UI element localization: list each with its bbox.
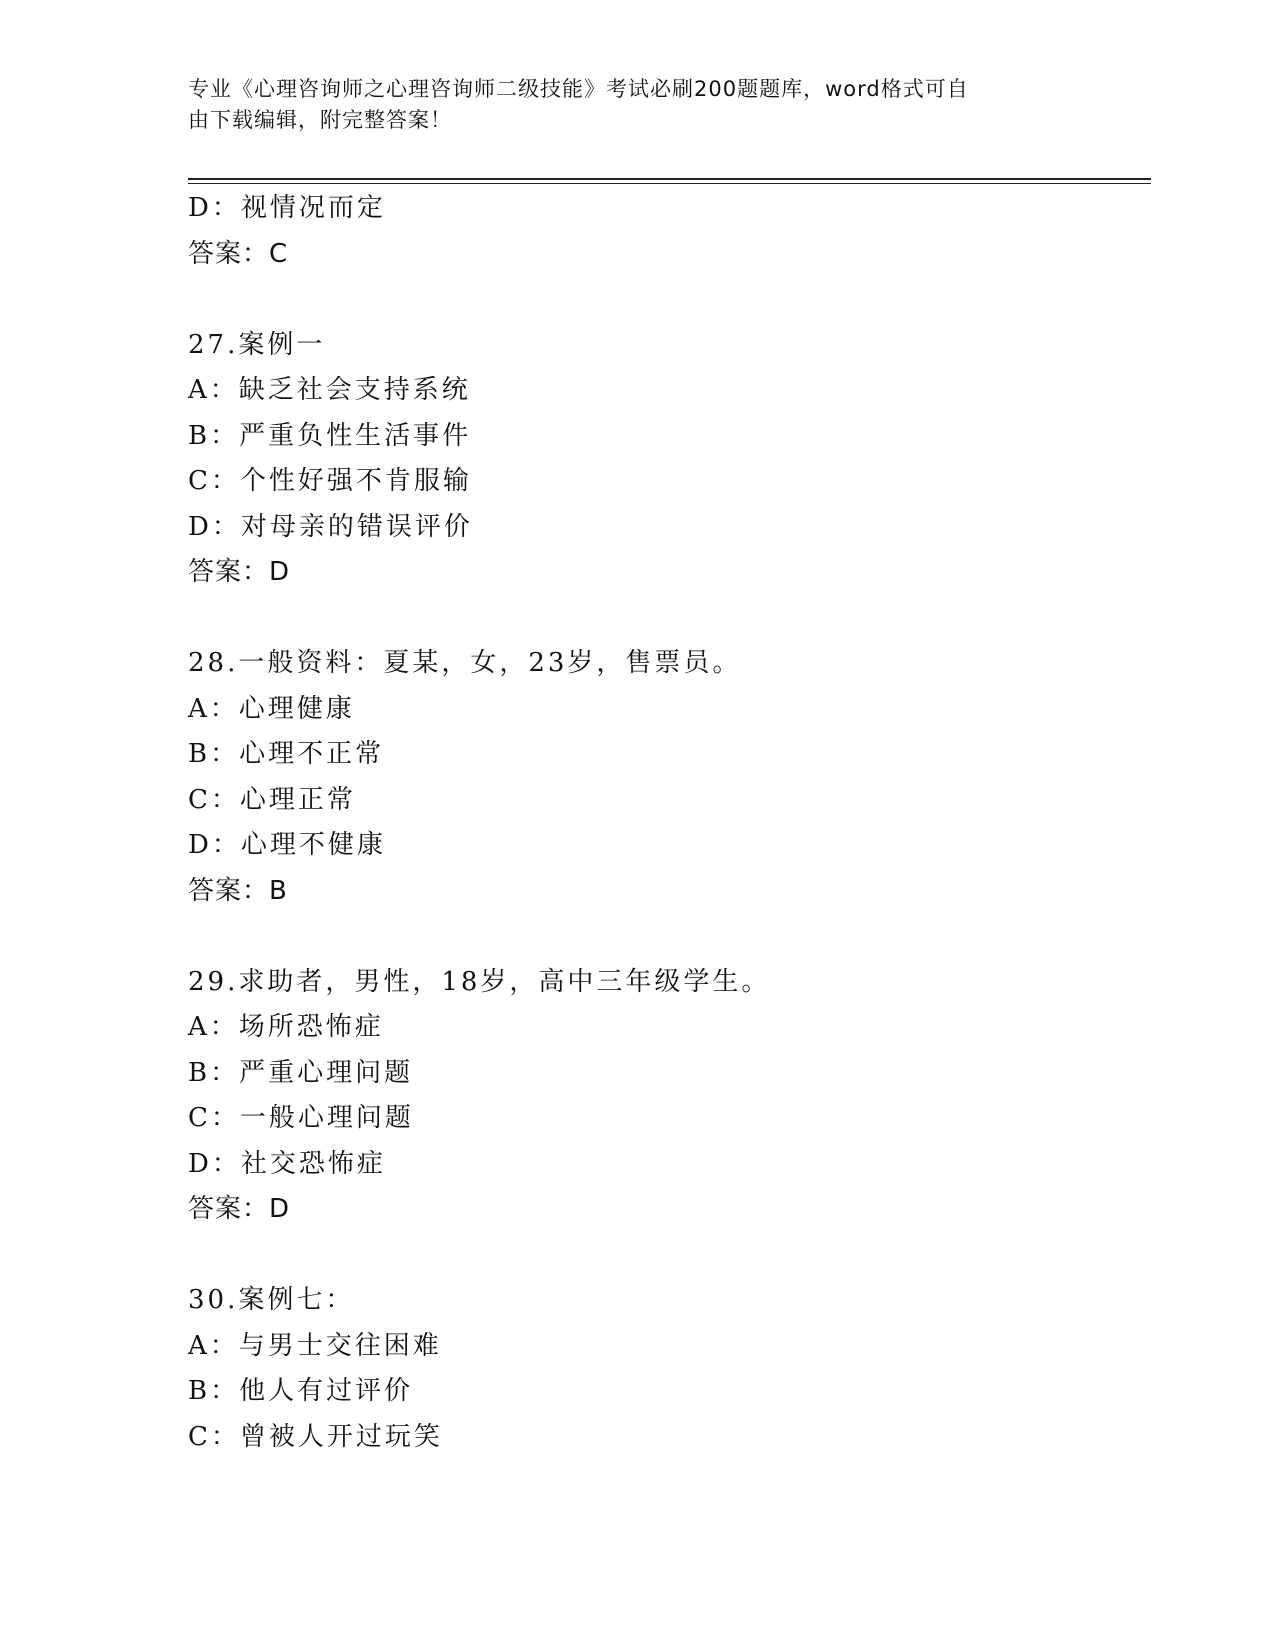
option-a: A：场所恐怖症 [188, 1012, 384, 1042]
option-a: A：与男士交往困难 [188, 1330, 442, 1361]
carryover-block [188, 186, 1148, 277]
option-d: D：社交恐怖症 [188, 1148, 386, 1179]
option-d: D：视情况而定 [188, 193, 386, 223]
spacer [188, 277, 1148, 323]
header-line-1: 专业《心理咨询师之心理咨询师二级技能》考试必刷200题题库，word格式可自 [188, 77, 969, 101]
document-header [188, 74, 1068, 136]
answer-line: 答案：D [188, 1194, 291, 1224]
question-stem: 27.案例一 [188, 329, 326, 360]
question-stem: 30.案例七： [188, 1285, 355, 1315]
option-c: C：个性好强不肯服输 [188, 466, 472, 496]
answer-line: 答案：C [188, 238, 289, 269]
option-b: B：严重心理问题 [188, 1057, 414, 1088]
answer-line: 答案：D [188, 557, 291, 587]
spacer [188, 1233, 1148, 1279]
option-a: A：缺乏社会支持系统 [188, 375, 471, 405]
option-b: B：严重负性生活事件 [188, 420, 472, 451]
option-c: C：一般心理问题 [188, 1103, 414, 1133]
question-list [188, 186, 1148, 1460]
header-divider-thick [188, 178, 1151, 180]
question-30 [188, 1278, 1148, 1460]
question-stem: 28.一般资料：夏某，女，23岁，售票员。 [188, 648, 742, 678]
question-29 [188, 960, 1148, 1233]
spacer [188, 596, 1148, 642]
header-line-2: 由下载编辑，附完整答案！ [188, 108, 452, 132]
header-divider-thin [188, 183, 1151, 184]
question-stem: 29.求助者，男性，18岁，高中三年级学生。 [188, 966, 771, 997]
option-d: D：对母亲的错误评价 [188, 511, 473, 542]
answer-line: 答案：B [188, 875, 288, 906]
option-c: C：心理正常 [188, 784, 356, 815]
option-c: C：曾被人开过玩笑 [188, 1421, 443, 1452]
option-b: B：他人有过评价 [188, 1376, 414, 1406]
question-28 [188, 641, 1148, 914]
spacer [188, 914, 1148, 960]
option-b: B：心理不正常 [188, 739, 385, 769]
option-d: D：心理不健康 [188, 830, 386, 860]
question-27 [188, 323, 1148, 596]
option-a: A：心理健康 [188, 693, 355, 724]
